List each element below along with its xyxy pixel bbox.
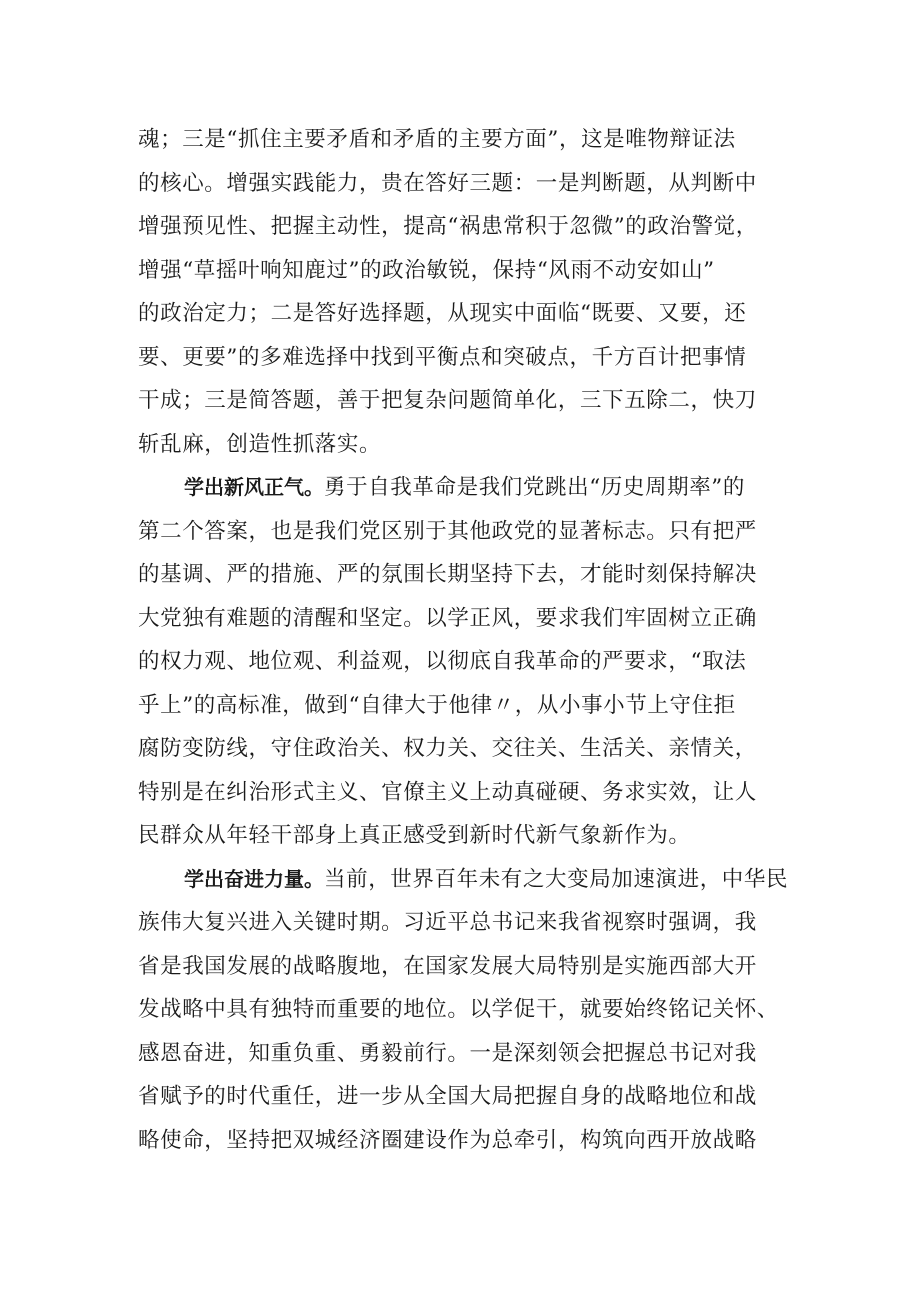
text-line: 斩乱麻，创造性抓落实。 xyxy=(138,431,382,457)
text-line: 增强预见性、把握主动性，提高“祸患常积于忽微”的政治警觉， xyxy=(138,214,758,239)
text-line: 的基调、严的措施、严的氛围长期坚持下去，才能时刻保持解决 xyxy=(138,562,757,587)
paragraph-first-line xyxy=(138,466,798,510)
text-line: 省赋予的时代重任，进一步从全国大局把握自身的战略地位和战 xyxy=(138,1084,757,1109)
text-line: 发战略中具有独特而重要的地位。以学促干，就要始终铭记关怀、 xyxy=(138,997,779,1022)
text-line: 要、更要”的多难选择中找到平衡点和突破点，千方百计把事情 xyxy=(138,344,747,370)
text-line: 魂；三是“抓住主要矛盾和矛盾的主要方面”，这是唯物辩证法 xyxy=(138,127,736,152)
body-text xyxy=(138,118,798,1162)
paragraph-first-line xyxy=(138,858,798,902)
text-line: 感恩奋进，知重负重、勇毅前行。一是深刻领会把握总书记对我 xyxy=(138,1040,757,1066)
text-line: 的政治定力；二是答好选择题，从现实中面临“既要、又要，还 xyxy=(138,301,747,326)
text-line: 增强“草摇叶响知鹿过”的政治敏锐，保持“风雨不动安如山” xyxy=(138,257,715,283)
text-line: 的权力观、地位观、利益观，以彻底自我革命的严要求，“取法 xyxy=(138,649,747,674)
text-span: 勇于自我革命是我们党跳出“历史周期率”的 xyxy=(324,475,745,500)
section-heading: 学出奋进力量。 xyxy=(184,866,324,891)
text-line: 大党独有难题的清醒和坚定。以学正风，要求我们牢固树立正确 xyxy=(138,605,757,631)
text-line: 略使命，坚持把双城经济圈建设作为总牵引，构筑向西开放战略 xyxy=(138,1127,757,1153)
text-line: 省是我国发展的战略腹地，在国家发展大局特别是实施西部大开 xyxy=(138,953,757,979)
text-line: 的核心。增强实践能力，贵在答好三题：一是判断题，从判断中 xyxy=(138,170,757,196)
section-heading: 学出新风正气。 xyxy=(184,475,324,499)
text-line: 族伟大复兴进入关键时期。习近平总书记来我省视察时强调，我 xyxy=(138,910,757,935)
text-line: 特别是在纠治形式主义、官僚主义上动真碰硬、务求实效，让人 xyxy=(138,779,757,805)
text-span: 当前，世界百年未有之大变局加速演进，中华民 xyxy=(324,866,789,892)
text-line: 民群众从年轻干部身上真正感受到新时代新气象新作为。 xyxy=(138,823,691,848)
text-line: 第二个答案，也是我们党区别于其他政党的显著标志。只有把严 xyxy=(138,518,757,544)
text-line: 腐防变防线，守住政治关、权力关、交往关、生活关、亲情关， xyxy=(138,736,757,761)
text-line: 乎上”的高标准，做到“自律大于他律〃，从小事小节上守住拒 xyxy=(138,692,736,718)
text-line: 干成；三是简答题，善于把复杂问题简单化，三下五除二，快刀 xyxy=(138,388,757,413)
